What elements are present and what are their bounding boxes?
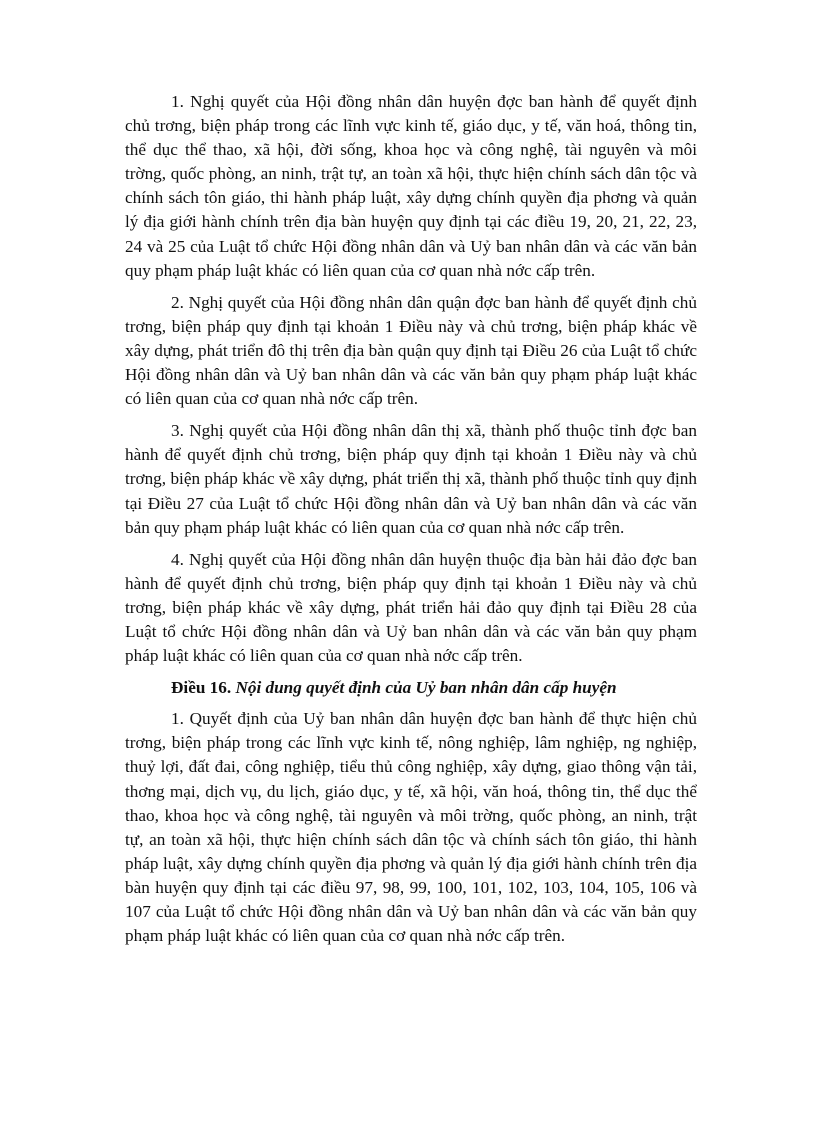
paragraph-clause-1: 1. Nghị quyết của Hội đồng nhân dân huyện đợc ban hành để quyết định chủ trơng, biện pháp trong các lĩnh vực kinh tế, giáo dục, y tế, văn hoá, thông tin, thể dục thể thao, xã hội, đời sống, khoa học và công nghệ, tài nguyên và môi trờng, quốc phòng, an ninh, trật tự, an toàn xã hội, thực hiện chính sách dân tộc và chính sách tôn giáo, thi hành pháp luật, xây dựng chính quyền địa phơng và quản lý địa giới hành chính trên địa bàn huyện quy định tại các điều 19, 20, 21, 22, 23, 24 và 25 của Luật tổ chức Hội đồng nhân dân và Uỷ ban nhân dân và các văn bản quy phạm pháp luật khác có liên quan của cơ quan nhà nớc cấp trên.	[125, 92, 697, 280]
paragraph-clause-3: 3. Nghị quyết của Hội đồng nhân dân thị xã, thành phố thuộc tỉnh đợc ban hành để quyết định chủ trơng, biện pháp quy định tại khoản 1 Điều này và chủ trơng, biện pháp khác về xây dựng, phát triển thị xã, thành phố thuộc tỉnh quy định tại Điều 27 của Luật tổ chức Hội đồng nhân dân và Uỷ ban nhân dân và các văn bản quy phạm pháp luật khác có liên quan của cơ quan nhà nớc cấp trên.	[125, 421, 697, 537]
article-heading	[125, 676, 697, 700]
paragraph-clause-4: 4. Nghị quyết của Hội đồng nhân dân huyện thuộc địa bàn hải đảo đợc ban hành để quyết định chủ trơng, biện pháp quy định tại khoản 1 Điều này và chủ trơng, biện pháp khác về xây dựng, phát triển hải đảo quy định tại Điều 28 của Luật tổ chức Hội đồng nhân dân và Uỷ ban nhân dân và các văn bản quy phạm pháp luật khác có liên quan của cơ quan nhà nớc cấp trên.	[125, 549, 697, 666]
document-page	[125, 90, 697, 956]
paragraph-clause-2: 2. Nghị quyết của Hội đồng nhân dân quận đợc ban hành để quyết định chủ trơng, biện pháp quy định tại khoản 1 Điều này và chủ trơng, biện pháp khác về xây dựng, phát triển đô thị trên địa bàn quận quy định tại Điều 26 của Luật tổ chức Hội đồng nhân dân và Uỷ ban nhân dân và các văn bản quy phạm pháp luật khác có liên quan của cơ quan nhà nớc cấp trên.	[125, 292, 697, 409]
article-title: Nội dung quyết định của Uỷ ban nhân dân cấp huyện	[235, 678, 617, 698]
article-number: Điều 16.	[171, 678, 232, 698]
paragraph-article-16-clause-1: 1. Quyết định của Uỷ ban nhân dân huyện đợc ban hành để thực hiện chủ trơng, biện pháp trong các lĩnh vực kinh tế, nông nghiệp, lâm nghiệp, ng nghiệp, thuỷ lợi, đất đai, công nghiệp, tiểu thủ công nghiệp, xây dựng, giao thông vận tải, thơng mại, dịch vụ, du lịch, giáo dục, y tế, xã hội, văn hoá, thông tin, thể dục thể thao, khoa học và công nghệ, tài nguyên và môi trờng, quốc phòng, an ninh, trật tự, an toàn xã hội, thực hiện chính sách dân tộc và chính sách tôn giáo, thi hành pháp luật, xây dựng chính quyền địa phơng và quản lý địa giới hành chính trên địa bàn huyện quy định tại các điều 97, 98, 99, 100, 101, 102, 103, 104, 105, 106 và 107 của Luật tổ chức Hội đồng nhân dân và Uỷ ban nhân dân và các văn bản quy phạm pháp luật khác có liên quan của cơ quan nhà nớc cấp trên.	[125, 709, 697, 946]
